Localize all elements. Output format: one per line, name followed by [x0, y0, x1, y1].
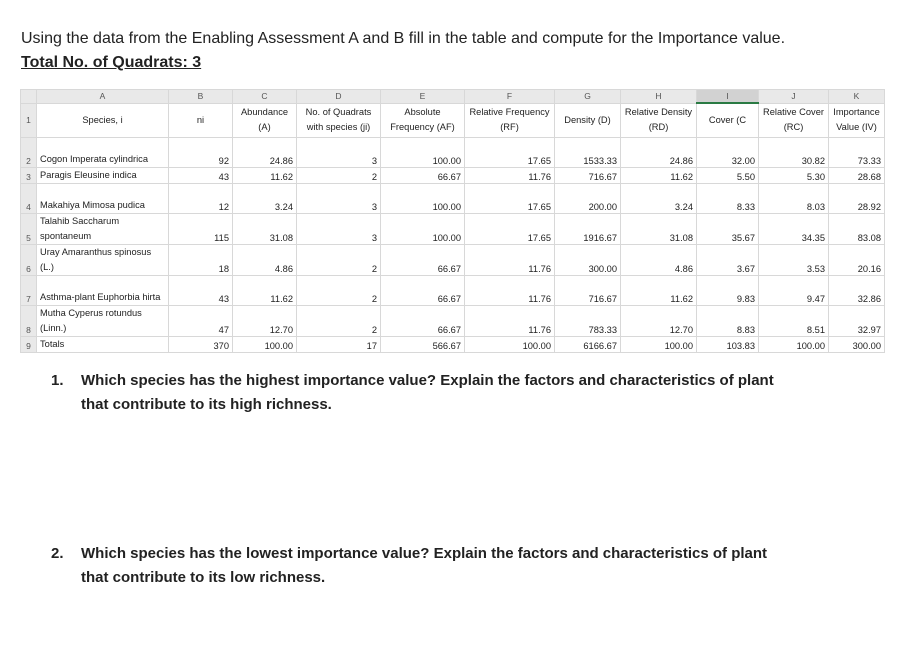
- question-1: [51, 369, 791, 417]
- value-cell[interactable]: 4.86: [621, 244, 697, 275]
- value-cell[interactable]: 8.33: [697, 183, 759, 213]
- header-cell[interactable]: Relative Frequency (RF): [465, 103, 555, 137]
- value-cell[interactable]: 2: [297, 244, 381, 275]
- value-cell[interactable]: 100.00: [381, 213, 465, 244]
- value-cell[interactable]: 100.00: [621, 336, 697, 352]
- row-number[interactable]: 1: [21, 103, 37, 137]
- table-row: [21, 305, 885, 336]
- row-number[interactable]: 7: [21, 275, 37, 305]
- value-cell[interactable]: 73.33: [829, 137, 885, 167]
- col-letter[interactable]: H: [621, 90, 697, 104]
- instructions-text: Using the data from the Enabling Assessment A and B fill in the table and compute for the Importance value.: [21, 30, 786, 47]
- value-cell[interactable]: 20.16: [829, 244, 885, 275]
- question-text: Which species has the highest importance value? Explain the factors and characteristics of plant that contribute to its high richness.: [81, 372, 774, 413]
- table-row: [21, 275, 885, 305]
- col-letter[interactable]: G: [555, 90, 621, 104]
- col-letter[interactable]: D: [297, 90, 381, 104]
- col-letter[interactable]: A: [37, 90, 169, 104]
- value-cell[interactable]: 66.67: [381, 275, 465, 305]
- value-cell[interactable]: 12: [169, 183, 233, 213]
- spreadsheet-table: [20, 89, 885, 353]
- table-row: [21, 213, 885, 244]
- value-cell[interactable]: 28.68: [829, 167, 885, 183]
- header-row: [21, 103, 885, 137]
- value-cell[interactable]: 3.24: [621, 183, 697, 213]
- row-number[interactable]: 6: [21, 244, 37, 275]
- value-cell[interactable]: 32.00: [697, 137, 759, 167]
- value-cell[interactable]: 11.76: [465, 167, 555, 183]
- header-cell[interactable]: Species, i: [37, 103, 169, 137]
- species-cell[interactable]: Mutha Cyperus rotundus (Linn.): [37, 305, 169, 336]
- question-number: 1.: [51, 372, 64, 389]
- species-cell[interactable]: Makahiya Mimosa pudica: [37, 183, 169, 213]
- select-all-corner[interactable]: [21, 90, 37, 104]
- row-number[interactable]: 3: [21, 167, 37, 183]
- row-number[interactable]: 2: [21, 137, 37, 167]
- value-cell[interactable]: 3: [297, 183, 381, 213]
- row-number[interactable]: 8: [21, 305, 37, 336]
- header-cell[interactable]: Cover (C: [697, 103, 759, 137]
- value-cell[interactable]: 8.51: [759, 305, 829, 336]
- col-letter[interactable]: C: [233, 90, 297, 104]
- value-cell[interactable]: 11.62: [621, 167, 697, 183]
- value-cell[interactable]: 5.50: [697, 167, 759, 183]
- question-2: [51, 542, 791, 590]
- header-cell[interactable]: Importance Value (IV): [829, 103, 885, 137]
- value-cell[interactable]: 100.00: [759, 336, 829, 352]
- value-cell[interactable]: 32.97: [829, 305, 885, 336]
- total-quadrats: Total No. of Quadrats: 3: [21, 54, 202, 71]
- value-cell[interactable]: 9.47: [759, 275, 829, 305]
- value-cell[interactable]: 9.83: [697, 275, 759, 305]
- value-cell[interactable]: 1916.67: [555, 213, 621, 244]
- value-cell[interactable]: 2: [297, 275, 381, 305]
- value-cell[interactable]: 31.08: [233, 213, 297, 244]
- value-cell[interactable]: 300.00: [555, 244, 621, 275]
- value-cell[interactable]: 115: [169, 213, 233, 244]
- value-cell[interactable]: 783.33: [555, 305, 621, 336]
- question-number: 2.: [51, 545, 64, 562]
- table-row: [21, 183, 885, 213]
- value-cell[interactable]: 716.67: [555, 275, 621, 305]
- species-cell[interactable]: Totals: [37, 336, 169, 352]
- value-cell[interactable]: 11.62: [621, 275, 697, 305]
- table-row: [21, 336, 885, 352]
- value-cell[interactable]: 103.83: [697, 336, 759, 352]
- header-cell[interactable]: Absolute Frequency (AF): [381, 103, 465, 137]
- value-cell[interactable]: 47: [169, 305, 233, 336]
- value-cell[interactable]: 17.65: [465, 213, 555, 244]
- value-cell[interactable]: 8.03: [759, 183, 829, 213]
- col-letter[interactable]: E: [381, 90, 465, 104]
- value-cell[interactable]: 716.67: [555, 167, 621, 183]
- value-cell[interactable]: 566.67: [381, 336, 465, 352]
- value-cell[interactable]: 3: [297, 137, 381, 167]
- value-cell[interactable]: 28.92: [829, 183, 885, 213]
- row-number[interactable]: 4: [21, 183, 37, 213]
- value-cell[interactable]: 11.76: [465, 305, 555, 336]
- value-cell[interactable]: 4.86: [233, 244, 297, 275]
- table-row: [21, 167, 885, 183]
- value-cell[interactable]: 92: [169, 137, 233, 167]
- value-cell[interactable]: 32.86: [829, 275, 885, 305]
- value-cell[interactable]: 18: [169, 244, 233, 275]
- value-cell[interactable]: 3: [297, 213, 381, 244]
- value-cell[interactable]: 11.76: [465, 244, 555, 275]
- value-cell[interactable]: 5.30: [759, 167, 829, 183]
- value-cell[interactable]: 66.67: [381, 167, 465, 183]
- header-cell[interactable]: ni: [169, 103, 233, 137]
- value-cell[interactable]: 24.86: [621, 137, 697, 167]
- value-cell[interactable]: 34.35: [759, 213, 829, 244]
- value-cell[interactable]: 30.82: [759, 137, 829, 167]
- row-number[interactable]: 9: [21, 336, 37, 352]
- table-row: [21, 244, 885, 275]
- value-cell[interactable]: 6166.67: [555, 336, 621, 352]
- species-cell[interactable]: Talahib Saccharum spontaneum: [37, 213, 169, 244]
- value-cell[interactable]: 43: [169, 167, 233, 183]
- value-cell[interactable]: 2: [297, 167, 381, 183]
- header-cell[interactable]: Relative Cover (RC): [759, 103, 829, 137]
- header-cell[interactable]: No. of Quadrats with species (ji): [297, 103, 381, 137]
- col-letter[interactable]: J: [759, 90, 829, 104]
- value-cell[interactable]: 100.00: [381, 183, 465, 213]
- data-rows: [21, 137, 885, 352]
- species-cell[interactable]: Asthma-plant Euphorbia hirta: [37, 275, 169, 305]
- value-cell[interactable]: 300.00: [829, 336, 885, 352]
- col-letter[interactable]: B: [169, 90, 233, 104]
- value-cell[interactable]: 11.62: [233, 167, 297, 183]
- value-cell[interactable]: 66.67: [381, 244, 465, 275]
- value-cell[interactable]: 11.76: [465, 275, 555, 305]
- value-cell[interactable]: 66.67: [381, 305, 465, 336]
- value-cell[interactable]: 17.65: [465, 137, 555, 167]
- value-cell[interactable]: 3.24: [233, 183, 297, 213]
- col-letter-selected[interactable]: I: [697, 90, 759, 104]
- value-cell[interactable]: 43: [169, 275, 233, 305]
- col-letter[interactable]: F: [465, 90, 555, 104]
- species-cell[interactable]: Paragis Eleusine indica: [37, 167, 169, 183]
- header-cell[interactable]: Abundance (A): [233, 103, 297, 137]
- value-cell[interactable]: 3.53: [759, 244, 829, 275]
- value-cell[interactable]: 200.00: [555, 183, 621, 213]
- value-cell[interactable]: 3.67: [697, 244, 759, 275]
- header-cell[interactable]: Density (D): [555, 103, 621, 137]
- value-cell[interactable]: 2: [297, 305, 381, 336]
- value-cell[interactable]: 35.67: [697, 213, 759, 244]
- value-cell[interactable]: 100.00: [465, 336, 555, 352]
- row-number[interactable]: 5: [21, 213, 37, 244]
- value-cell[interactable]: 12.70: [233, 305, 297, 336]
- column-letter-row: [21, 90, 885, 104]
- value-cell[interactable]: 17.65: [465, 183, 555, 213]
- question-text: Which species has the lowest importance value? Explain the factors and characteristics of plant that contribute to its low richness.: [81, 545, 768, 586]
- table-row: [21, 137, 885, 167]
- value-cell[interactable]: 11.62: [233, 275, 297, 305]
- value-cell[interactable]: 83.08: [829, 213, 885, 244]
- header-cell[interactable]: Relative Density (RD): [621, 103, 697, 137]
- value-cell[interactable]: 12.70: [621, 305, 697, 336]
- value-cell[interactable]: 370: [169, 336, 233, 352]
- col-letter[interactable]: K: [829, 90, 885, 104]
- value-cell[interactable]: 100.00: [381, 137, 465, 167]
- value-cell[interactable]: 8.83: [697, 305, 759, 336]
- value-cell[interactable]: 24.86: [233, 137, 297, 167]
- value-cell[interactable]: 17: [297, 336, 381, 352]
- value-cell[interactable]: 1533.33: [555, 137, 621, 167]
- instructions: [21, 27, 821, 75]
- species-cell[interactable]: Cogon Imperata cylindrica: [37, 137, 169, 167]
- species-cell[interactable]: Uray Amaranthus spinosus (L.): [37, 244, 169, 275]
- value-cell[interactable]: 31.08: [621, 213, 697, 244]
- value-cell[interactable]: 100.00: [233, 336, 297, 352]
